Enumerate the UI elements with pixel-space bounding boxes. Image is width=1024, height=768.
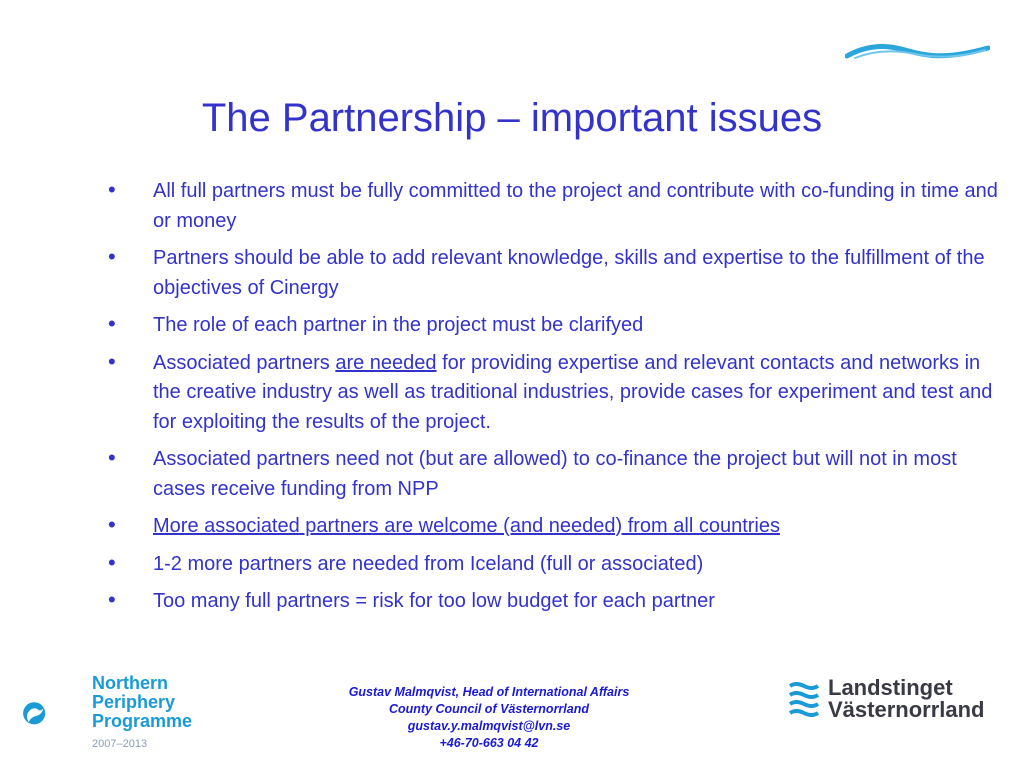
bullet-text: The role of each partner in the project must be clarifyed <box>153 314 644 336</box>
bullet-item <box>108 550 998 580</box>
bullet-text: Too many full partners = risk for too low budget for each partner <box>153 590 715 612</box>
bullet-item <box>108 177 998 236</box>
bullet-item <box>108 244 998 303</box>
bullet-item <box>108 445 998 504</box>
bullet-item <box>108 512 998 542</box>
lv-logo-text: Landstinget Västernorrland <box>828 675 985 722</box>
bullet-text: All full partners must be fully committed to the project and contribute with co-funding in time and or money <box>153 180 998 232</box>
bullet-icon: • <box>108 311 116 336</box>
underlined-text: More associated partners are welcome (and needed) from all countries <box>153 515 780 537</box>
wave-decoration <box>845 38 990 68</box>
bullet-item <box>108 349 998 438</box>
bullet-list <box>108 177 998 625</box>
footer-email: gustav.y.malmqvist@lvn.se <box>407 719 571 733</box>
bullet-icon: • <box>108 445 116 470</box>
slide-title: The Partnership – important issues <box>201 96 823 140</box>
bullet-item <box>108 311 998 341</box>
bullet-text: Partners should be able to add relevant knowledge, skills and expertise to the fulfillment of the objectives of Cinergy <box>153 247 985 299</box>
bullet-text: 1-2 more partners are needed from Iceland (full or associated) <box>153 552 704 575</box>
bullet-icon: • <box>108 587 116 612</box>
bullet-icon: • <box>108 512 116 537</box>
footer-organization: County Council of Västernorrland <box>388 702 589 716</box>
bullet-text: Associated partners need not (but are allowed) to co-finance the project but will not in most cases receive funding from NPP <box>153 448 957 500</box>
npp-logo-text: Northern Periphery Programme <box>92 673 193 731</box>
npp-years: 2007–2013 <box>92 738 148 750</box>
bullet-icon: • <box>108 549 116 575</box>
bullet-icon: • <box>108 177 116 202</box>
bullet-icon: • <box>108 244 116 269</box>
footer-phone: +46-70-663 04 42 <box>439 736 539 750</box>
waves-logo-icon <box>788 680 820 722</box>
bird-logo-icon <box>22 672 92 756</box>
bullet-text-rest: for providing expertise and relevant contacts and networks in the creative industry as well as traditional industries, provide cases for experiment and test and for exploiting the results of the project. <box>153 351 993 433</box>
bullet-icon: • <box>108 348 116 374</box>
bullet-item <box>108 587 998 617</box>
bullet-text: Associated partners <box>153 351 336 374</box>
footer-contact <box>300 684 678 752</box>
underlined-text: are needed <box>335 351 437 374</box>
footer-name: Gustav Malmqvist, Head of International Affairs <box>348 685 630 699</box>
